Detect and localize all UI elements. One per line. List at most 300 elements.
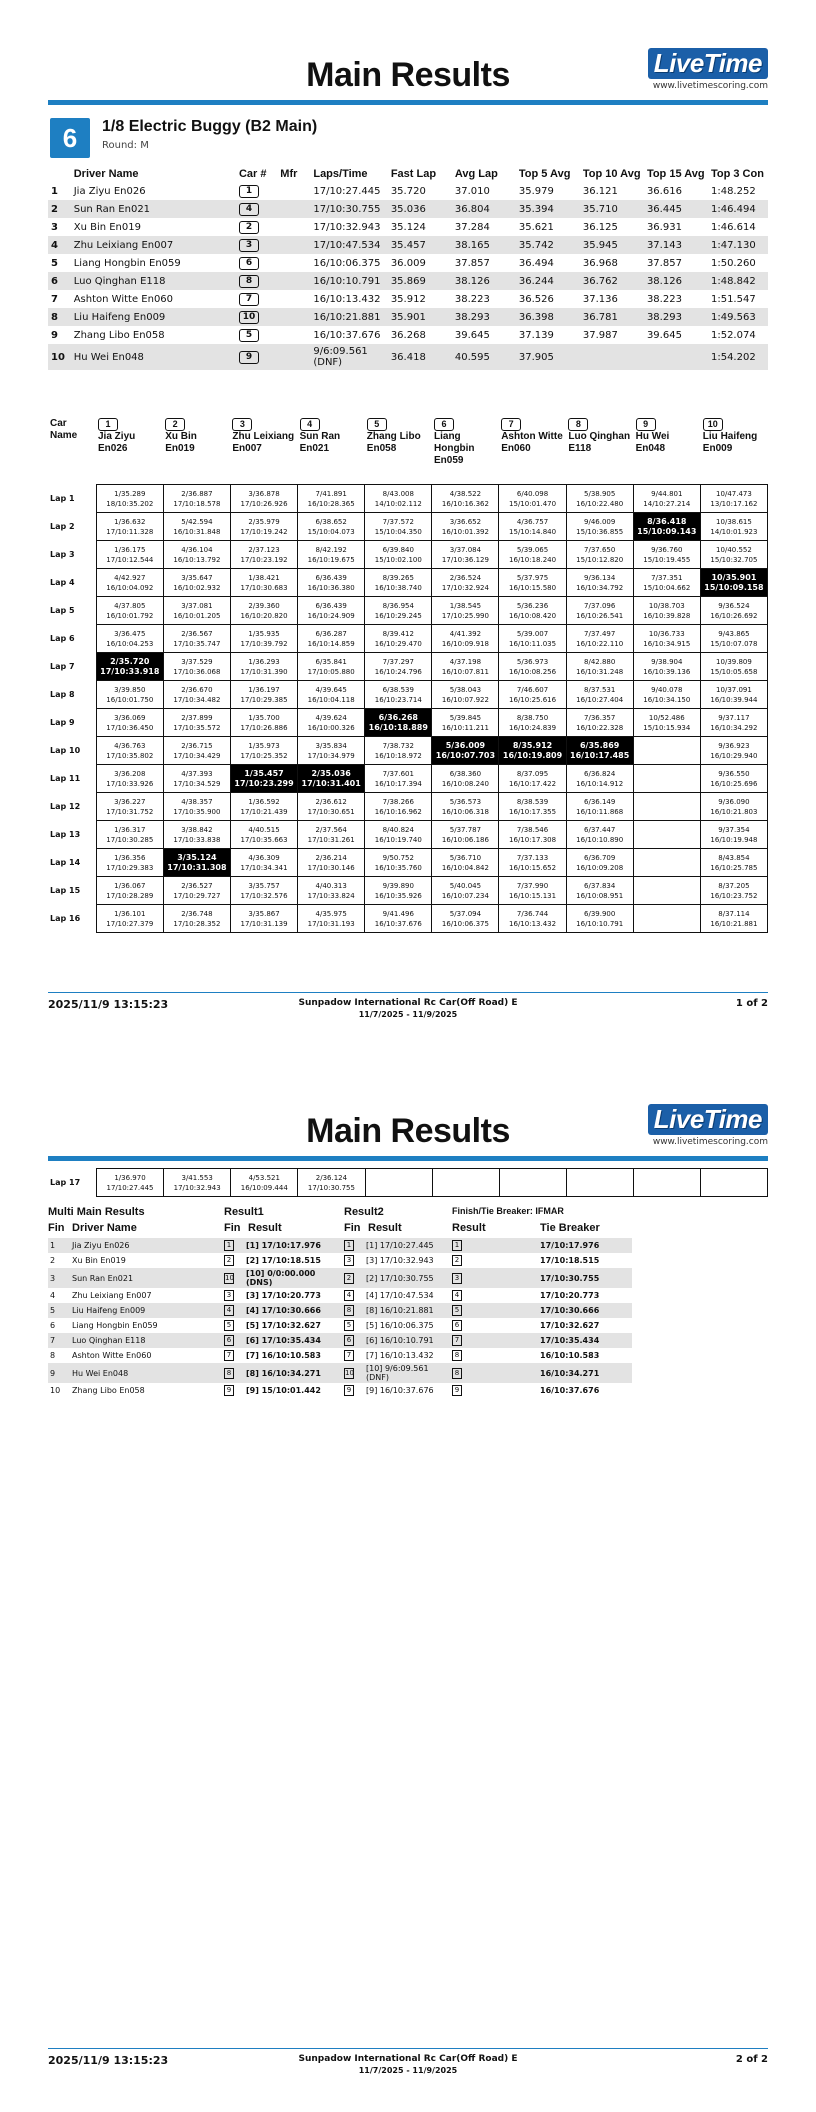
result-top5: 37.905	[516, 344, 580, 370]
mm-r2-fin-cell	[342, 1288, 364, 1303]
lap-cell	[700, 849, 767, 877]
lap-cell	[566, 737, 633, 765]
lap-cell	[432, 541, 499, 569]
result-pos: 1	[51, 185, 58, 197]
lap-time: 2/37.123	[248, 545, 280, 554]
mm-r1-fin-cell	[222, 1383, 244, 1398]
result-pos: 8	[48, 308, 71, 326]
header-rule	[48, 1156, 768, 1161]
lap-total: 16/10:34.150	[643, 695, 691, 704]
lap-time: 3/39.850	[114, 685, 146, 694]
lap-total: 16/10:10.890	[576, 835, 624, 844]
lap-total: 16/10:29.940	[710, 751, 758, 760]
mm-driver: Zhu Leixiang En007	[72, 1291, 152, 1300]
multi-main-table	[48, 1238, 632, 1398]
result-top3con: 1:52.074	[710, 329, 756, 341]
lap-total: 15/10:36.855	[576, 527, 624, 536]
mm-r2-fin-cell	[342, 1268, 364, 1288]
lap-total: 16/10:22.110	[576, 639, 624, 648]
lap-total: 16/10:16.962	[374, 807, 422, 816]
mm-r2: [2] 17/10:30.755	[364, 1268, 450, 1288]
lap-cell	[700, 1169, 767, 1197]
lap-cell	[700, 513, 767, 541]
lap-total: 17/10:30.146	[307, 863, 355, 872]
result-top3con: 1:47.130	[708, 236, 768, 254]
mm-r2-fin-cell	[342, 1333, 364, 1348]
lap-time: 3/35.757	[248, 881, 280, 890]
lap-time: 3/38.842	[181, 825, 213, 834]
lap-total: 17/10:23.192	[240, 555, 288, 564]
lap-total: 16/10:17.485	[570, 750, 630, 760]
lap-cell	[365, 821, 432, 849]
lap-cell	[298, 541, 365, 569]
result-car-cell	[236, 200, 277, 218]
mm-driver: Xu Bin En019	[72, 1256, 126, 1265]
lap-cell	[163, 569, 230, 597]
lap-total: 16/10:36.380	[307, 583, 355, 592]
mm-result-cell	[450, 1268, 538, 1288]
mm-result: 2	[452, 1255, 462, 1266]
lap-columns-label: Car Name	[50, 418, 78, 441]
lap-cell	[432, 1169, 499, 1197]
lap-total: 16/10:06.375	[441, 919, 489, 928]
lap-time: 4/40.515	[248, 825, 280, 834]
result-row	[48, 218, 768, 236]
result-fast: 35.869	[388, 272, 452, 290]
lap-time: 4/39.645	[315, 685, 347, 694]
mm-r2-fin-cell	[342, 1238, 364, 1253]
mm-tiebreaker: 17/10:18.515	[540, 1256, 600, 1265]
lap-total: 16/10:01.792	[106, 611, 154, 620]
mm-r2: [4] 17/10:47.534	[366, 1291, 434, 1300]
lap-time: 7/37.601	[382, 769, 414, 778]
lap-total: 17/10:25.990	[441, 611, 489, 620]
lap-total: 15/10:32.705	[710, 555, 758, 564]
lap-cell	[365, 653, 432, 681]
lap-total: 16/10:27.404	[576, 695, 624, 704]
lap-time: 2/36.612	[315, 797, 347, 806]
lap-cell	[700, 681, 767, 709]
lap-time: 10/38.703	[648, 601, 685, 610]
lap-time: 9/36.090	[718, 797, 750, 806]
lap-cell	[499, 653, 566, 681]
lap-label: Lap 4	[50, 577, 75, 587]
mm-r1-fin: 1	[224, 1240, 234, 1251]
mm-driver: Zhang Libo En058	[72, 1386, 145, 1395]
lap-cell	[230, 877, 297, 905]
car-number-box: 5	[239, 329, 259, 342]
lap-cell	[365, 765, 432, 793]
lap-total: 13/10:17.162	[710, 499, 758, 508]
lap-cell	[230, 541, 297, 569]
lap-time: 5/36.710	[449, 853, 482, 862]
lap-total: 15/10:04.073	[307, 527, 355, 536]
lap-time: 5/39.065	[516, 545, 549, 554]
mm-r1-fin-cell	[222, 1303, 244, 1318]
lap-time: 1/35.457	[244, 768, 284, 778]
mm-r2-fin-cell	[342, 1303, 364, 1318]
lap-total: 14/10:01.923	[710, 527, 758, 536]
lap-cell	[163, 793, 230, 821]
lap-cell	[432, 653, 499, 681]
result-row	[48, 344, 768, 370]
lap-total: 16/10:01.750	[106, 695, 154, 704]
lap-cell	[499, 513, 566, 541]
result-top5: 36.526	[518, 293, 554, 305]
lap-cell	[633, 793, 700, 821]
header-rule	[48, 100, 768, 105]
result-top15: 37.143	[644, 236, 708, 254]
lap-time: 8/38.750	[516, 713, 549, 722]
lap-cell	[96, 1169, 163, 1197]
lap-time: 7/38.732	[382, 741, 414, 750]
lap-total: 16/10:18.240	[509, 555, 557, 564]
lap-cell	[566, 1169, 633, 1197]
lap-total: 16/10:17.422	[509, 779, 557, 788]
result-row	[48, 290, 768, 308]
lap-cell	[566, 849, 633, 877]
lap-total: 16/10:07.811	[441, 667, 489, 676]
lap-total: 17/10:27.379	[106, 919, 154, 928]
lap-total: 17/10:30.285	[106, 835, 154, 844]
mm-r1: [5] 17/10:32.627	[246, 1321, 321, 1330]
mm-result-cell	[450, 1333, 538, 1348]
lap-total: 16/10:06.186	[441, 835, 489, 844]
mm-r2: [9] 16/10:37.676	[366, 1386, 434, 1395]
mm-tiebreaker: 16/10:34.271	[538, 1363, 632, 1383]
lap-total: 17/10:35.663	[240, 835, 288, 844]
lap-total: 16/10:20.820	[240, 611, 288, 620]
lap-time: 3/35.834	[315, 741, 347, 750]
result-row	[48, 308, 768, 326]
result-laps-time: 16/10:10.791	[310, 272, 387, 290]
results-header-pos	[48, 166, 71, 182]
lap-time: 2/36.124	[315, 1173, 348, 1182]
mm-r1-fin-cell	[222, 1363, 244, 1383]
lap-time: 1/36.632	[114, 517, 146, 526]
lap-time: 3/36.069	[114, 713, 146, 722]
lap-total: 17/10:39.792	[240, 639, 288, 648]
lap-total: 16/10:08.256	[509, 667, 557, 676]
result-avg: 38.293	[452, 308, 516, 326]
lap-time: 8/37.531	[584, 685, 616, 694]
lap-time: 2/35.036	[311, 768, 351, 778]
lap-total: 17/10:33.926	[106, 779, 154, 788]
result-mfr	[277, 218, 310, 236]
lap-total: 15/10:07.078	[710, 639, 758, 648]
lap-time: 6/38.652	[315, 517, 347, 526]
lap-time: 6/37.834	[584, 881, 616, 890]
lap-row	[48, 653, 768, 681]
lap-total: 16/10:17.308	[509, 835, 557, 844]
lap-total: 17/10:25.352	[240, 751, 288, 760]
lap-total: 16/10:06.318	[441, 807, 489, 816]
lap-cell	[230, 569, 297, 597]
lap-cell	[566, 681, 633, 709]
lap-time: 10/40.552	[716, 545, 752, 554]
lap-cell	[499, 905, 566, 933]
lap-time: 1/35.973	[248, 741, 280, 750]
mm-result-cell	[450, 1363, 538, 1383]
lap-total: 17/10:30.755	[307, 1183, 355, 1192]
lap-cell	[96, 709, 163, 737]
lap-time: 3/36.878	[248, 489, 280, 498]
mm-r2: [5] 16/10:06.375	[366, 1321, 434, 1330]
logo-brand: LiveTime	[648, 48, 768, 79]
lap-total: 16/10:18.972	[374, 751, 422, 760]
result-fast: 36.268	[390, 329, 426, 341]
class-name: 1/8 Electric Buggy (B2 Main)	[102, 118, 318, 135]
livetime-logo	[648, 48, 768, 91]
lap-total: 17/10:29.383	[106, 863, 154, 872]
mm-r2-fin-cell	[342, 1348, 364, 1363]
result-top15: 36.931	[646, 221, 682, 233]
mm-driver: Liang Hongbin En059	[72, 1321, 158, 1330]
lap-cell	[499, 849, 566, 877]
car-number-box: 1	[98, 418, 118, 431]
lap-total: 16/10:07.234	[441, 891, 489, 900]
result-mfr	[277, 344, 310, 370]
lap-time: 9/36.760	[651, 545, 683, 554]
lap-total: 16/10:16.362	[441, 499, 489, 508]
lap-cell	[298, 681, 365, 709]
lap-cell	[499, 541, 566, 569]
lap-total: 16/10:25.696	[710, 779, 758, 788]
result-driver: Liang Hongbin En059	[73, 257, 181, 269]
footer-page-number: 2 of 2	[735, 2054, 768, 2065]
result2-fin-label: Fin	[344, 1222, 361, 1234]
lap-cell	[499, 737, 566, 765]
car-number-box: 7	[239, 293, 259, 306]
lap-total: 15/10:01.470	[509, 499, 557, 508]
results-header-top5: Top 5 Avg	[518, 168, 571, 180]
mm-r2-fin-cell	[342, 1318, 364, 1333]
lap-time: 10/39.809	[716, 657, 752, 666]
mm-r1-fin: 4	[224, 1305, 234, 1316]
result-car-cell	[236, 218, 277, 236]
lap-cell	[432, 737, 499, 765]
lap-cell	[230, 821, 297, 849]
lap-time: 6/36.149	[584, 797, 616, 806]
lap-total: 16/10:04.118	[307, 695, 355, 704]
lap-cell	[432, 877, 499, 905]
mm-r1-fin: 6	[224, 1335, 234, 1346]
lap-time: 5/37.787	[449, 825, 482, 834]
lap-total: 16/10:31.848	[173, 527, 221, 536]
lap-time: 6/35.841	[315, 657, 347, 666]
lap-total: 15/10:05.658	[710, 667, 758, 676]
lap-row	[48, 625, 768, 653]
lap-time: 4/40.313	[315, 881, 347, 890]
lap-total: 16/10:34.915	[643, 639, 691, 648]
lap-total: 16/10:39.136	[643, 667, 691, 676]
lap-total: 17/10:31.308	[167, 862, 227, 872]
result-top5: 35.621	[518, 221, 554, 233]
lap-cell	[163, 485, 230, 513]
lap-total: 16/10:29.245	[374, 611, 422, 620]
result-mfr	[277, 308, 310, 326]
lap-time: 9/39.890	[382, 881, 414, 890]
lap-total: 16/10:15.580	[509, 583, 557, 592]
lap-cell	[298, 569, 365, 597]
lap-row	[48, 541, 768, 569]
results-header-top3con: Top 3 Con	[710, 168, 764, 180]
lap-cell	[700, 625, 767, 653]
lap-time: 8/40.824	[382, 825, 414, 834]
result-top15: 38.223	[646, 293, 682, 305]
lap-total: 16/10:19.809	[502, 750, 563, 760]
result-driver: Luo Qinghan E118	[71, 272, 236, 290]
result-car-cell	[236, 344, 277, 370]
result-row	[48, 182, 768, 200]
lap-time: 10/38.615	[716, 517, 752, 526]
result-top5: 35.394	[516, 200, 580, 218]
lap-total: 16/10:23.752	[710, 891, 758, 900]
lap-total: 17/10:33.918	[100, 666, 160, 676]
lap-cell	[633, 1169, 700, 1197]
lap-time: 7/46.607	[516, 685, 549, 694]
lap-time: 7/37.650	[584, 545, 616, 554]
tiebreaker-label: Tie Breaker	[540, 1222, 600, 1234]
multi-main-row	[48, 1318, 632, 1333]
lap-time: 2/37.564	[315, 825, 347, 834]
lap-column-header	[367, 418, 430, 455]
lap-time: 7/37.572	[382, 517, 414, 526]
results-header-top15: Top 15 Avg	[646, 168, 705, 180]
lap-cell	[566, 485, 633, 513]
lap-cell	[432, 849, 499, 877]
result-car-cell	[236, 182, 277, 200]
lap-total: 17/10:27.445	[106, 1183, 154, 1192]
lap-total: 16/10:35.760	[374, 863, 422, 872]
lap-cell	[432, 821, 499, 849]
lap-total: 16/10:09.208	[576, 863, 624, 872]
lap-time: 1/38.421	[248, 573, 280, 582]
lap-cell	[499, 765, 566, 793]
lap-total: 17/10:35.802	[106, 751, 154, 760]
result-fast: 35.912	[390, 293, 426, 305]
lap-cell	[96, 569, 163, 597]
result-avg: 38.223	[454, 293, 490, 305]
result-mfr	[277, 254, 310, 272]
lap-label: Lap 10	[50, 745, 81, 755]
lap-cell	[163, 849, 230, 877]
lap-time: 4/37.393	[181, 769, 213, 778]
lap-cell	[163, 681, 230, 709]
result-laps-time: 16/10:06.375	[313, 257, 381, 269]
mm-r2: [1] 17/10:27.445	[364, 1238, 450, 1253]
lap-total: 17/10:31.261	[307, 835, 355, 844]
footer-date: 2025/11/9 13:15:23	[48, 2054, 169, 2067]
multi-main-row	[48, 1383, 632, 1398]
lap-time: 4/41.392	[449, 629, 482, 638]
lap-cell	[633, 569, 700, 597]
mm-r1-fin: 7	[224, 1350, 234, 1361]
lap-time: 5/36.973	[516, 657, 549, 666]
lap-total: 16/10:17.394	[374, 779, 422, 788]
lap-total: 14/10:02.112	[374, 499, 422, 508]
mm-r1-fin: 8	[224, 1368, 234, 1379]
mm-tiebreaker: 17/10:30.755	[538, 1268, 632, 1288]
result-top5: 35.742	[516, 236, 580, 254]
lap-time: 3/37.084	[449, 545, 482, 554]
lap-cell	[96, 793, 163, 821]
lap-time: 9/36.923	[718, 741, 750, 750]
lap-time: 6/39.900	[584, 909, 616, 918]
lap-time: 5/40.045	[449, 881, 482, 890]
lap-cell	[365, 597, 432, 625]
lap-time: 10/52.486	[648, 713, 685, 722]
multi-main-row	[48, 1303, 632, 1318]
result-fast: 35.901	[388, 308, 452, 326]
mm-r1: [9] 15/10:01.442	[246, 1386, 321, 1395]
mm-r1-fin-cell	[222, 1238, 244, 1253]
mm-tiebreaker: 17/10:30.666	[538, 1303, 632, 1318]
lap-cell	[365, 681, 432, 709]
lap-row	[48, 597, 768, 625]
result-pos: 2	[48, 200, 71, 218]
lap-time: 1/35.289	[114, 489, 146, 498]
result1-fin-label: Fin	[224, 1222, 241, 1234]
lap-time: 8/39.412	[382, 629, 414, 638]
lap-total: 16/10:11.211	[441, 723, 489, 732]
lap-cell	[298, 737, 365, 765]
lap-cell	[499, 1169, 566, 1197]
mm-r2-fin-cell	[342, 1383, 364, 1398]
lap-row	[48, 821, 768, 849]
mm-r1-fin: 9	[224, 1385, 234, 1396]
car-number-box: 8	[568, 418, 588, 431]
lap-total: 17/10:29.385	[240, 695, 288, 704]
result-laps-time: 9/6:09.561 (DNF)	[310, 344, 387, 370]
footer-event: Sunpadow International Rc Car(Off Road) E	[298, 2054, 518, 2064]
lap-cell	[230, 849, 297, 877]
results-page-1	[48, 0, 768, 1056]
result-top3con: 1:54.202	[708, 344, 768, 370]
result-laps-time: 17/10:47.534	[310, 236, 387, 254]
mm-r2-fin: 3	[344, 1255, 354, 1266]
lap-total: 15/10:04.350	[374, 527, 422, 536]
lap-total: 17/10:32.924	[441, 583, 489, 592]
lap-total: 17/10:31.390	[240, 667, 288, 676]
result-laps-time: 17/10:27.445	[313, 185, 381, 197]
lap-cell	[432, 569, 499, 597]
logo-brand: LiveTime	[648, 1104, 768, 1135]
lap-time: 1/36.356	[114, 853, 146, 862]
lap-total: 17/10:19.242	[240, 527, 288, 536]
result-top15: 36.616	[646, 185, 682, 197]
lap-cell	[163, 737, 230, 765]
mm-result-cell	[450, 1348, 538, 1363]
lap-cell	[365, 485, 432, 513]
result-avg: 40.595	[452, 344, 516, 370]
result-top3con: 1:48.842	[708, 272, 768, 290]
lap-cell	[700, 737, 767, 765]
lap-total: 16/10:25.616	[509, 695, 557, 704]
lap-total: 15/10:09.143	[637, 526, 697, 536]
result-driver: Zhu Leixiang En007	[71, 236, 236, 254]
lap-total: 16/10:38.740	[374, 583, 422, 592]
result-row	[48, 254, 768, 272]
lap-time: 7/36.357	[584, 713, 616, 722]
result-top10	[580, 344, 644, 370]
lap-time: 5/39.007	[516, 629, 549, 638]
result-mfr	[277, 326, 310, 344]
mm-driver: Sun Ran En021	[70, 1268, 222, 1288]
lap-column-header	[232, 418, 295, 455]
lap-cell	[700, 653, 767, 681]
mm-tiebreaker: 17/10:17.976	[538, 1238, 632, 1253]
